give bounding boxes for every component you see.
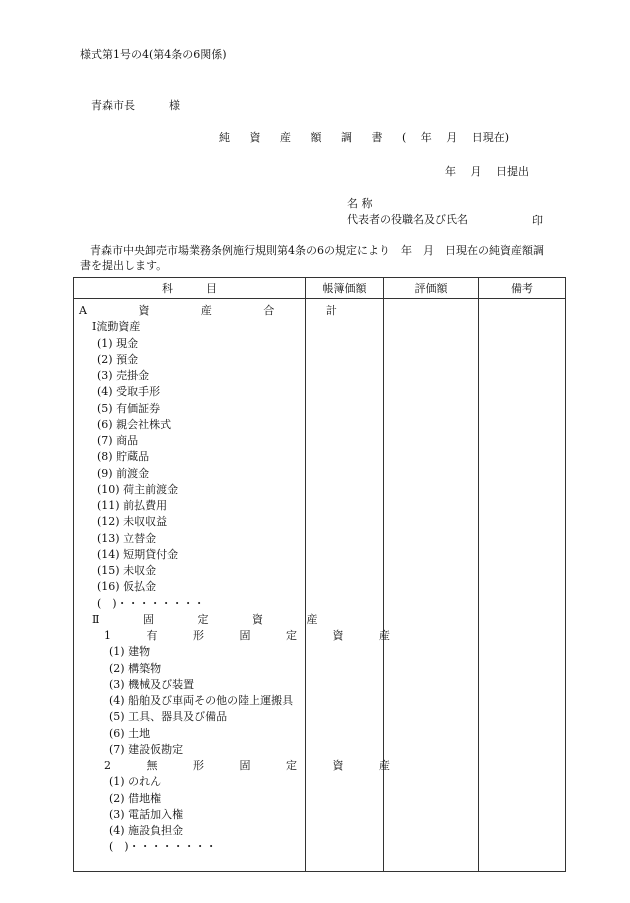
document-title-text: 純 資 産 額 調 書 (219, 131, 391, 144)
subject-item: (6) 親会社株式 (97, 417, 172, 431)
subject-item: (1) 建物 (109, 645, 151, 659)
subject-item: A 資 産 合 計 (79, 304, 361, 317)
subject-item: (6) 土地 (109, 726, 151, 740)
subject-list (74, 299, 406, 856)
subject-item: (3) 売掛金 (97, 369, 150, 382)
statement-paragraph: 青森市中央卸売市場業務条例施行規則第4条の6の規定により 年 月 日現在の純資産額調書を提出します。 (80, 244, 544, 272)
subject-item: (3) 電話加入権 (109, 807, 184, 821)
form-number: 様式第1号の4(第4条の6関係) (80, 48, 227, 61)
subject-item: 1 有 形 固 定 資 産 (104, 629, 406, 642)
addressee (91, 97, 180, 113)
subject-item: (3) 機械及び装置 (109, 677, 195, 691)
subject-item: ( )・・・・・・・・ (97, 596, 205, 610)
header-book-value: 帳簿価額 (306, 278, 384, 299)
table-header-row (74, 278, 566, 299)
submit-date: 年 月 日提出 (445, 165, 529, 178)
seal-mark: 印 (532, 214, 543, 227)
document-title (219, 129, 509, 145)
subject-cell (74, 299, 406, 872)
subject-item: (10) 荷主前渡金 (97, 482, 179, 496)
subject-item: (4) 施設負担金 (109, 824, 184, 837)
subject-item: 2 無 形 固 定 資 産 (104, 759, 406, 772)
subject-item: (14) 短期貸付金 (97, 547, 179, 561)
header-evaluated-value: 評価額 (384, 278, 479, 299)
document-title-date: ( 年 月 日現在) (401, 131, 510, 144)
subject-item: (9) 前渡金 (97, 466, 150, 480)
subject-item: (1) 現金 (97, 336, 139, 350)
net-assets-table (73, 277, 566, 872)
subject-item: (12) 未収収益 (97, 515, 168, 529)
applicant-block (347, 196, 468, 228)
subject-item: (8) 貯蔵品 (97, 450, 150, 464)
subject-item: (2) 預金 (97, 352, 139, 366)
header-remarks: 備考 (479, 278, 566, 299)
header-subject: 科 目 (74, 278, 306, 299)
book-value-cell[interactable] (306, 299, 384, 872)
name-label: 名 称 (347, 197, 373, 210)
evaluated-value-cell[interactable] (384, 299, 479, 872)
subject-item: (13) 立替金 (97, 531, 157, 545)
subject-item: Ⅱ 固 定 資 産 (92, 612, 338, 626)
representative-label: 代表者の役職名及び氏名 (347, 213, 468, 226)
subject-item: (2) 借地権 (109, 791, 162, 805)
remarks-cell[interactable] (479, 299, 566, 872)
subject-item: (11) 前払費用 (97, 499, 168, 512)
addressee-name: 青森市長 (91, 99, 135, 112)
subject-item: (1) のれん (109, 775, 162, 789)
subject-item: (2) 構築物 (109, 661, 162, 675)
subject-item: (5) 有価証券 (97, 401, 161, 415)
subject-item: (15) 未収金 (97, 564, 157, 577)
subject-item: Ⅰ流動資産 (92, 320, 141, 334)
subject-item: (4) 船舶及び車両その他の陸上運搬具 (109, 694, 294, 707)
subject-item: (4) 受取手形 (97, 385, 161, 399)
subject-item: (5) 工具、器具及び備品 (109, 710, 228, 724)
subject-item: (16) 仮払金 (97, 580, 157, 594)
subject-item: (7) 建設仮勘定 (109, 742, 184, 756)
addressee-suffix: 様 (169, 99, 180, 112)
table-body-row (74, 299, 566, 872)
subject-item: ( )・・・・・・・・ (109, 840, 217, 854)
subject-item: (7) 商品 (97, 434, 139, 447)
